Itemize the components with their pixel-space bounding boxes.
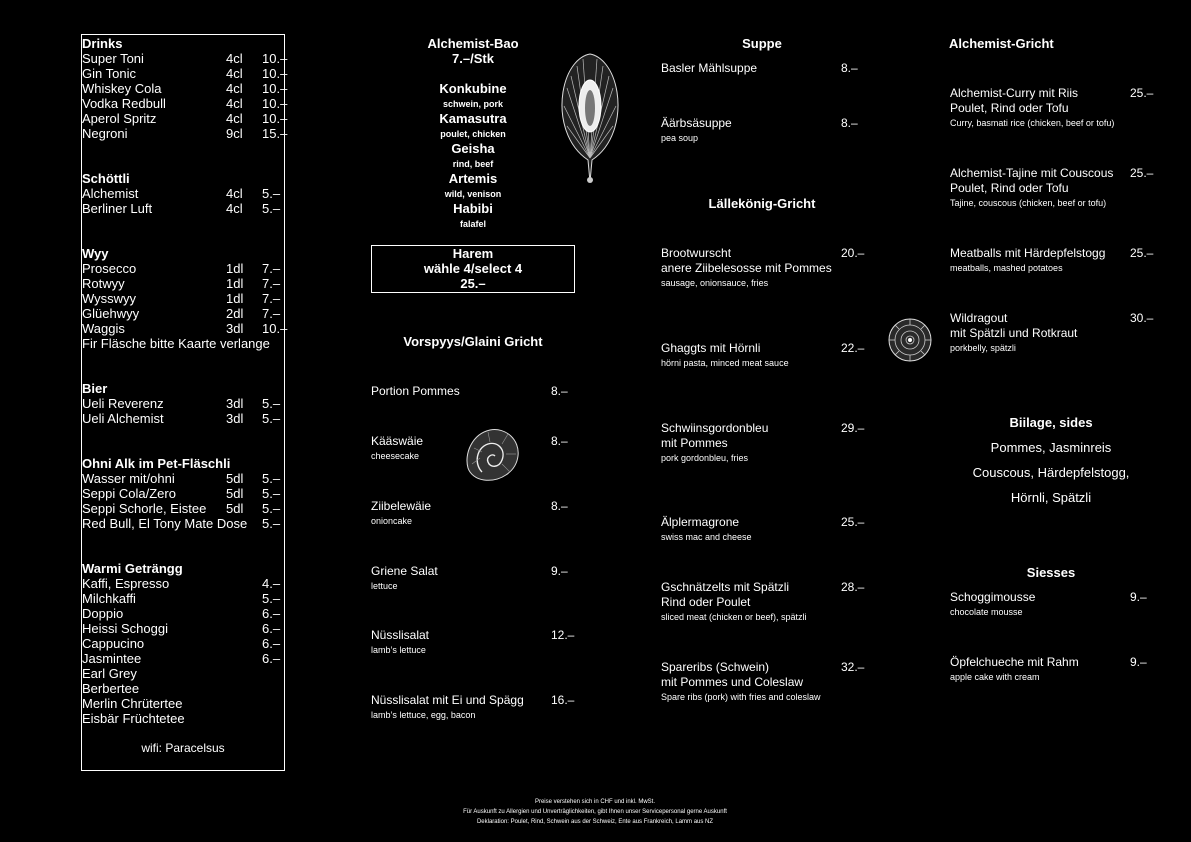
drink-price: 5.– — [262, 486, 281, 501]
drink-price: 6.– — [262, 636, 281, 651]
footer-line-1: Preise verstehen sich in CHF und inkl. MwSt. — [534, 799, 656, 805]
menu-item-price: 32.– — [841, 660, 865, 674]
drink-price: 7.– — [262, 276, 281, 291]
drink-volume: 9cl — [226, 126, 243, 141]
drink-volume: 5dl — [226, 501, 244, 516]
menu-item-desc: sliced meat (chicken or beef), spätzli — [661, 612, 807, 622]
drink-name: Wasser mit/ohni — [82, 471, 175, 486]
drink-name: Berliner Luft — [82, 201, 153, 216]
drinks-section-title: Wyy — [82, 246, 109, 261]
drink-name: Whiskey Cola — [82, 81, 162, 96]
menu-item-price: 22.– — [841, 341, 865, 355]
siesses-title: Siesses — [1026, 565, 1076, 580]
menu-item-name: Alchemist-Tajine mit Couscous — [950, 166, 1114, 180]
menu-item-price: 25.– — [1130, 246, 1154, 260]
biilage-line-2: Couscous, Härdepfelstogg, — [972, 465, 1130, 480]
menu-item-name: Portion Pommes — [371, 384, 460, 398]
bao-item-name: Habibi — [453, 201, 493, 216]
bao-item-desc: rind, beef — [452, 159, 494, 169]
menu-item-price: 8.– — [841, 61, 858, 75]
alchemist-title: Alchemist-Gricht — [949, 36, 1054, 51]
drink-volume: 4cl — [226, 96, 243, 111]
menu-item-price: 8.– — [841, 116, 858, 130]
drink-volume: 2dl — [226, 306, 244, 321]
drink-name: Prosecco — [82, 261, 137, 276]
menu-item-desc: apple cake with cream — [950, 672, 1040, 682]
drink-name: Jasmintee — [82, 651, 142, 666]
drink-price: 6.– — [262, 606, 281, 621]
menu-item-desc: Spare ribs (pork) with fries and coleslaw — [661, 692, 821, 702]
menu-item-name: Ghaggts mit Hörnli — [661, 341, 761, 355]
drink-name: Rotwyy — [82, 276, 125, 291]
menu-item-desc: cheesecake — [371, 451, 420, 461]
drink-price: 10.– — [262, 66, 288, 81]
drink-name: Eisbär Früchtetee — [82, 711, 185, 726]
menu-item-name: Brootwurscht — [661, 246, 732, 260]
drink-price: 7.– — [262, 291, 281, 306]
drink-volume: 5dl — [226, 486, 244, 501]
menu-item-desc: chocolate mousse — [950, 607, 1023, 617]
drink-name: Ueli Alchemist — [82, 411, 164, 426]
harem-price: 25.– — [460, 276, 486, 291]
drink-name: Red Bull, El Tony Mate Dose — [82, 516, 248, 531]
biilage-line-1: Pommes, Jasminreis — [990, 440, 1112, 455]
menu-item-desc: lettuce — [371, 581, 398, 591]
drink-price: 10.– — [262, 111, 288, 126]
menu-item-desc: lamb’s lettuce — [371, 645, 426, 655]
drink-price: 6.– — [262, 621, 281, 636]
bao-item-desc: schwein, pork — [442, 99, 504, 109]
menu-item-desc: hörni pasta, minced meat sauce — [661, 358, 789, 368]
menu-item-name: Gschnätzelts mit Spätzli — [661, 580, 790, 594]
menu-item-price: 12.– — [551, 628, 575, 642]
menu-item-name: Schwiinsgordonbleu — [661, 421, 769, 435]
vorspyys-title: Vorspyys/Glaini Gricht — [403, 334, 543, 349]
menu-item-desc: swiss mac and cheese — [661, 532, 752, 542]
menu-item-desc: porkbelly, spätzli — [950, 343, 1016, 353]
menu-item-name: Meatballs mit Härdepfelstogg — [950, 246, 1106, 260]
menu-item-price: 30.– — [1130, 311, 1154, 325]
drinks-section-title: Bier — [82, 381, 108, 396]
drink-price: 10.– — [262, 96, 288, 111]
menu-item-price: 9.– — [1130, 590, 1147, 604]
bao-title: Alchemist-Bao — [427, 36, 519, 51]
menu-item-desc: sausage, onionsauce, fries — [661, 278, 769, 288]
drink-price: 5.– — [262, 396, 281, 411]
menu-item-name: Wildragout — [950, 311, 1008, 325]
menu-item-subtitle: Rind oder Poulet — [661, 595, 751, 609]
bao-item-desc: falafel — [459, 219, 486, 229]
snail-shell-icon — [460, 424, 524, 486]
drink-name: Wysswyy — [82, 291, 137, 306]
footer-line-2: Für Auskunft zu Allergien und Unverträglichkeiten, gibt Ihnen unser Servicepersonal gerne Auskunft — [463, 809, 727, 815]
drink-name: Negroni — [82, 126, 128, 141]
menu-item-price: 8.– — [551, 434, 568, 448]
menu-item-price: 9.– — [551, 564, 568, 578]
drink-price: 5.– — [262, 591, 281, 606]
drink-price: 5.– — [262, 201, 281, 216]
drink-price: 5.– — [262, 501, 281, 516]
drinks-section-title: Schöttli — [82, 171, 130, 186]
drink-price: 5.– — [262, 186, 281, 201]
drink-name: Heissi Schoggi — [82, 621, 168, 636]
biilage-line-3: Hörnli, Spätzli — [1010, 490, 1092, 505]
drink-price: 4.– — [262, 576, 281, 591]
menu-item-price: 29.– — [841, 421, 865, 435]
menu-item-price: 25.– — [841, 515, 865, 529]
drink-price: 15.– — [262, 126, 288, 141]
menu-item-desc: Curry, basmati rice (chicken, beef or tofu) — [950, 118, 1115, 128]
menu-item-subtitle: mit Pommes — [661, 436, 728, 450]
menu-item-name: Ziibelewäie — [371, 499, 432, 513]
drink-volume: 4cl — [226, 81, 243, 96]
menu-item-desc: onioncake — [371, 516, 413, 526]
drink-volume: 1dl — [226, 261, 244, 276]
drink-volume: 4cl — [226, 111, 243, 126]
suppe-title: Suppe — [742, 36, 782, 51]
drink-name: Vodka Redbull — [82, 96, 166, 111]
drink-volume: 1dl — [226, 291, 244, 306]
drink-name: Super Toni — [82, 51, 144, 66]
laelle-title: Lällekönig-Gricht — [708, 196, 816, 211]
drinks-section-title: Ohni Alk im Pet-Fläschli — [82, 456, 231, 471]
drink-price: 10.– — [262, 321, 288, 336]
biilage-title: Biilage, sides — [1009, 415, 1093, 430]
menu-item-desc: Tajine, couscous (chicken, beef or tofu) — [950, 198, 1107, 208]
menu-item-price: 25.– — [1130, 86, 1154, 100]
menu-item-name: Schoggimousse — [950, 590, 1036, 604]
drink-name: Merlin Chrütertee — [82, 696, 183, 711]
drink-price: 7.– — [262, 306, 281, 321]
bao-item-desc: wild, venison — [444, 189, 502, 199]
ammonite-icon — [886, 316, 934, 364]
menu-item-subtitle: mit Pommes und Coleslaw — [661, 675, 804, 689]
menu-item-desc: lamb’s lettuce, egg, bacon — [371, 710, 476, 720]
menu-item-name: Äärbsäsuppe — [661, 116, 732, 130]
menu-item-name: Spareribs (Schwein) — [661, 660, 770, 674]
footer-line-3: Deklaration: Poulet, Rind, Schwein aus der Schweiz, Ente aus Frankreich, Lamm aus NZ — [476, 819, 714, 825]
bao-item-name: Kamasutra — [439, 111, 507, 126]
drink-volume: 3dl — [226, 321, 244, 336]
menu-item-name: Alchemist-Curry mit Riis — [950, 86, 1079, 100]
drinks-section-title: Warmi Geträngg — [82, 561, 183, 576]
drink-name: Aperol Spritz — [82, 111, 157, 126]
menu-item-subtitle: Poulet, Rind oder Tofu — [950, 181, 1069, 195]
drink-name: Alchemist — [82, 186, 139, 201]
menu-item-price: 25.– — [1130, 166, 1154, 180]
drink-volume: 5dl — [226, 471, 244, 486]
drink-price: 10.– — [262, 51, 288, 66]
wifi-info: wifi: Paracelsus — [141, 741, 225, 755]
drink-volume: 4cl — [226, 66, 243, 81]
drink-name: Seppi Cola/Zero — [82, 486, 176, 501]
menu-item-price: 16.– — [551, 693, 575, 707]
drink-price: 7.– — [262, 261, 281, 276]
drink-price: 10.– — [262, 81, 288, 96]
harem-line: wähle 4/select 4 — [423, 261, 523, 276]
menu-item-subtitle: anere Ziibelesosse mit Pommes — [661, 261, 832, 275]
drink-name: Kaffi, Espresso — [82, 576, 170, 591]
menu-item-name: Griene Salat — [371, 564, 438, 578]
menu-item-subtitle: Poulet, Rind oder Tofu — [950, 101, 1069, 115]
menu-item-name: Basler Mählsuppe — [661, 61, 758, 75]
drink-name: Milchkaffi — [82, 591, 136, 606]
menu-item-price: 9.– — [1130, 655, 1147, 669]
drink-name: Glüehwyy — [82, 306, 140, 321]
drink-name: Fir Fläsche bitte Kaarte verlange — [82, 336, 270, 351]
drink-volume: 1dl — [226, 276, 244, 291]
drink-name: Ueli Reverenz — [82, 396, 164, 411]
drink-volume: 4cl — [226, 186, 243, 201]
menu-item-subtitle: mit Spätzli und Rotkraut — [950, 326, 1078, 340]
drink-price: 6.– — [262, 651, 281, 666]
bao-item-name: Geisha — [451, 141, 495, 156]
bao-item-name: Konkubine — [439, 81, 507, 96]
drink-name: Gin Tonic — [82, 66, 136, 81]
menu-item-name: Älplermagrone — [661, 515, 740, 529]
drink-name: Berbertee — [82, 681, 140, 696]
drink-volume: 3dl — [226, 396, 244, 411]
drink-volume: 3dl — [226, 411, 244, 426]
menu-item-price: 28.– — [841, 580, 865, 594]
menu-item-price: 20.– — [841, 246, 865, 260]
menu-item-desc: pea soup — [661, 133, 699, 143]
bao-price: 7.–/Stk — [452, 51, 494, 66]
menu-item-name: Öpfelchueche mit Rahm — [950, 655, 1079, 669]
drink-volume: 4cl — [226, 51, 243, 66]
drink-volume: 4cl — [226, 201, 243, 216]
menu-item-name: Nüsslisalat mit Ei und Spägg — [371, 693, 524, 707]
bao-item-desc: poulet, chicken — [440, 129, 506, 139]
drink-name: Seppi Schorle, Eistee — [82, 501, 207, 516]
menu-item-name: Kääswäie — [371, 434, 424, 448]
menu-item-price: 8.– — [551, 499, 568, 513]
drink-price: 5.– — [262, 516, 281, 531]
menu-item-name: Nüsslisalat — [371, 628, 430, 642]
drink-price: 5.– — [262, 471, 281, 486]
bao-item-name: Artemis — [448, 171, 498, 186]
menu-item-desc: pork gordonbleu, fries — [661, 453, 749, 463]
drink-name: Waggis — [82, 321, 125, 336]
menu-item-desc: meatballs, mashed potatoes — [950, 263, 1063, 273]
drink-name: Cappucino — [82, 636, 145, 651]
drink-name: Earl Grey — [82, 666, 137, 681]
drink-name: Doppio — [82, 606, 124, 621]
shell-icon — [555, 48, 625, 188]
harem-title: Harem — [452, 246, 494, 261]
drink-price: 5.– — [262, 411, 281, 426]
drinks-section-title: Drinks — [82, 36, 123, 51]
menu-item-price: 8.– — [551, 384, 568, 398]
